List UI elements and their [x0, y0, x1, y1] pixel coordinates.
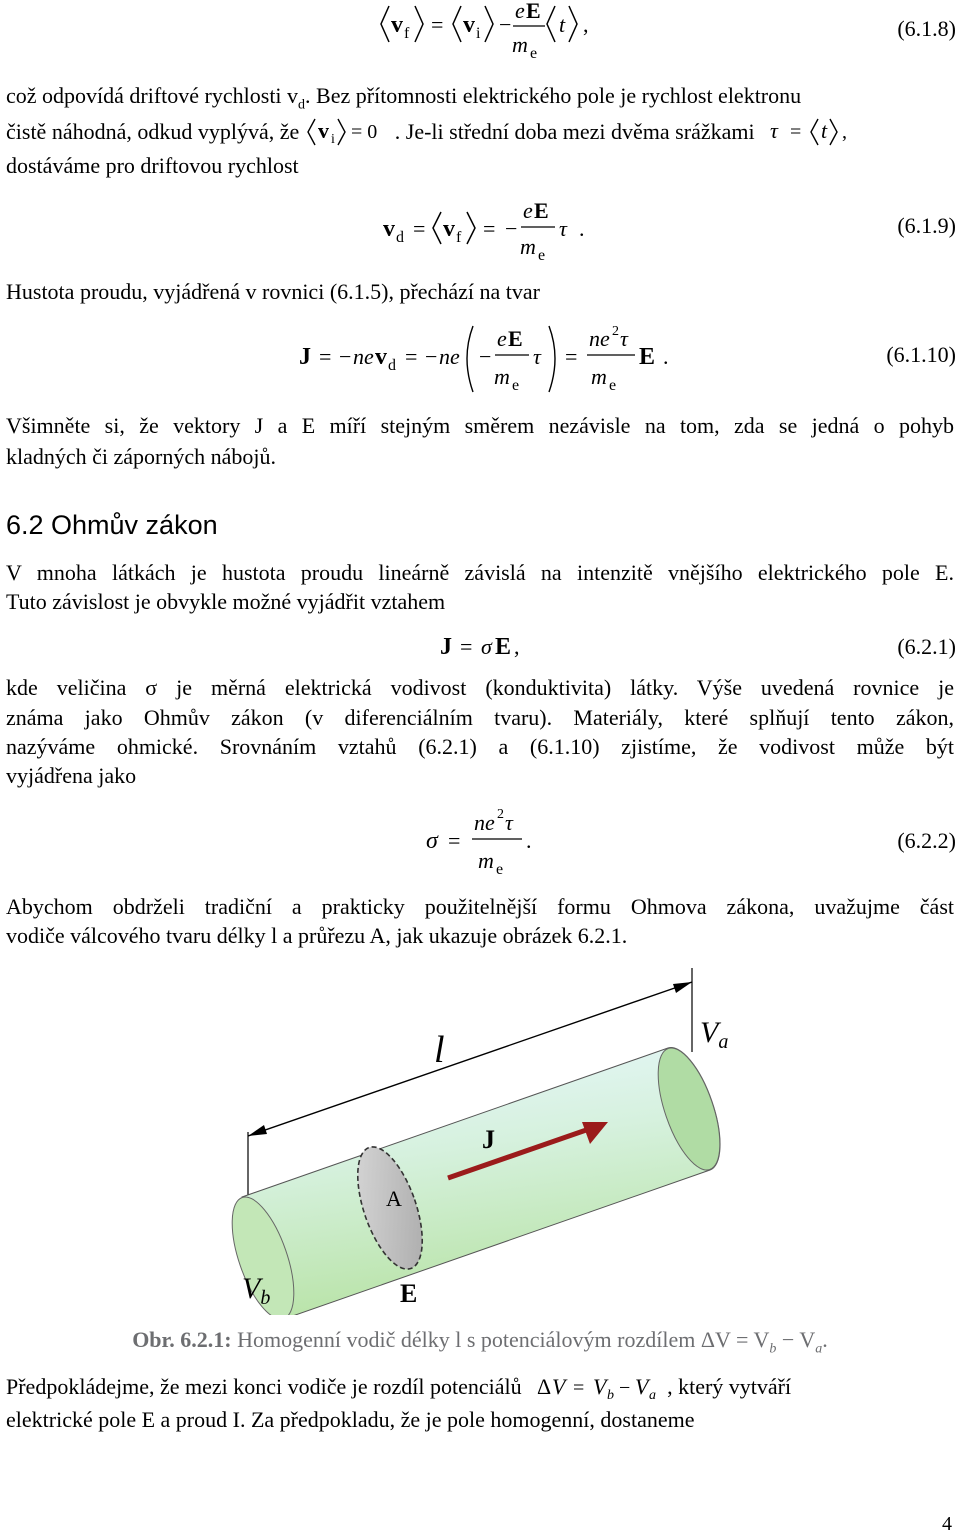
- svg-text:=: =: [460, 634, 473, 659]
- svg-text:f: f: [456, 229, 462, 246]
- label-length: l: [434, 1029, 445, 1071]
- svg-text:E: E: [495, 634, 512, 660]
- text-span: . Bez přítomnosti elektrického pole je rychlost elektronu: [305, 83, 802, 108]
- section-heading: 6.2 Ohmův zákon: [6, 510, 218, 540]
- svg-text:e: e: [538, 247, 546, 264]
- paragraph-line: nazýváme ohmické. Srovnáním vztahů (6.2.1) a (6.1.10) zjistíme, že vodivost může být: [6, 734, 954, 759]
- subscript: d: [298, 97, 306, 113]
- equation-6-1-10-formula: [295, 322, 695, 400]
- paragraph-line: Abychom obdrželi tradiční a prakticky použitelnější formu Ohmova zákona, uvažujme část: [6, 894, 954, 919]
- svg-text:Δ: Δ: [537, 1374, 552, 1399]
- svg-text:v: v: [443, 216, 455, 242]
- cylinder-body: [242, 1047, 720, 1315]
- svg-text:=: =: [431, 12, 444, 37]
- svg-text:e: e: [496, 861, 504, 878]
- equation-6-1-8: [375, 0, 605, 60]
- svg-text:E: E: [526, 0, 541, 23]
- equation-6-2-1-formula: [436, 628, 546, 664]
- svg-text:i: i: [476, 25, 481, 42]
- svg-text:2: 2: [612, 324, 619, 339]
- svg-text:−: −: [619, 1377, 631, 1399]
- inline-formula-delta-v: [527, 1372, 667, 1402]
- svg-text:i: i: [330, 132, 335, 147]
- svg-text:ne: ne: [589, 326, 610, 351]
- svg-text:−: −: [505, 216, 518, 241]
- svg-text:,: ,: [842, 121, 848, 143]
- svg-text:ne: ne: [474, 810, 495, 835]
- text-span: čistě náhodná, odkud vyplývá, že: [6, 119, 300, 144]
- text-span: Předpokládejme, že mezi konci vodiče je rozdíl potenciálů: [6, 1374, 522, 1399]
- equation-6-1-9: [375, 190, 605, 265]
- equation-6-1-9-formula: [375, 190, 605, 265]
- svg-text:τ: τ: [770, 118, 778, 143]
- label-area: A: [386, 1186, 402, 1211]
- svg-text:e: e: [523, 198, 533, 223]
- label-field: E: [400, 1279, 418, 1308]
- svg-text:= 0: = 0: [350, 121, 378, 143]
- svg-text:−: −: [425, 344, 438, 369]
- paragraph-line: Všimněte si, že vektory J a E míří stejným směrem nezávisle na tom, zda se jedná o pohyb: [6, 413, 954, 438]
- equation-6-2-2-formula: [422, 800, 572, 878]
- paragraph-line: [6, 1372, 954, 1402]
- svg-text:=: =: [413, 216, 426, 241]
- svg-text:ne: ne: [439, 344, 460, 369]
- svg-text:m: m: [478, 848, 494, 873]
- svg-text:e: e: [497, 326, 507, 351]
- svg-text:=: =: [565, 344, 578, 369]
- svg-text:m: m: [512, 32, 528, 57]
- equation-6-2-2: [422, 800, 572, 878]
- label-current-density: J: [482, 1125, 495, 1154]
- paragraph-line: vyjádřena jako: [6, 763, 137, 788]
- paragraph-line: V mnoha látkách je hustota proudu lineárně závislá na intenzitě vnějšího elektrického pole E.: [6, 560, 954, 585]
- svg-text:,: ,: [583, 12, 589, 37]
- equation-6-1-8-formula: [375, 0, 605, 60]
- svg-text:v: v: [391, 12, 403, 38]
- caption-text: − V: [776, 1327, 816, 1352]
- svg-text:f: f: [404, 25, 410, 42]
- arrowhead-right: [673, 982, 692, 993]
- svg-text:v: v: [375, 344, 387, 370]
- svg-text:b: b: [607, 1388, 615, 1402]
- svg-text:d: d: [396, 229, 404, 246]
- svg-text:ne: ne: [353, 344, 374, 369]
- paragraph-line: Tuto závislost je obvykle možné vyjádřit vztahem: [6, 589, 446, 614]
- svg-text:τ: τ: [533, 344, 541, 369]
- text-span: . Je-li střední doba mezi dvěma srážkami: [394, 119, 755, 144]
- svg-text:v: v: [383, 216, 395, 242]
- svg-text:J: J: [440, 634, 452, 660]
- caption-text: Homogenní vodič délky l s potenciálovým rozdílem ΔV = V: [231, 1327, 770, 1352]
- svg-text:V: V: [635, 1374, 649, 1399]
- paragraph-line: kladných či záporných nábojů.: [6, 444, 277, 469]
- equation-6-1-10: [295, 322, 695, 400]
- equation-number-6-1-8: (6.1.8): [897, 16, 956, 41]
- figure-caption: [0, 1327, 960, 1357]
- svg-text:V: V: [593, 1374, 607, 1399]
- svg-text:τ: τ: [559, 216, 567, 241]
- svg-text:m: m: [494, 364, 510, 389]
- svg-text:=: =: [405, 344, 418, 369]
- equation-number-6-2-1: (6.2.1): [897, 634, 956, 659]
- caption-text: .: [822, 1327, 828, 1352]
- svg-text:d: d: [388, 357, 396, 374]
- svg-text:V: V: [552, 1374, 566, 1399]
- svg-text:σ: σ: [481, 634, 492, 659]
- paragraph-line: [6, 117, 954, 147]
- svg-text:J: J: [299, 344, 311, 370]
- page-number: 4: [942, 1513, 952, 1535]
- arrowhead-left: [248, 1125, 267, 1136]
- paragraph-line: vodiče válcového tvaru délky l a průřezu A, jak ukazuje obrázek 6.2.1.: [6, 923, 628, 948]
- svg-text:E: E: [508, 326, 523, 351]
- svg-text:τ: τ: [505, 810, 513, 835]
- svg-text:=: =: [448, 828, 461, 853]
- text-span: což odpovídá driftové rychlosti v: [6, 83, 299, 108]
- equation-6-2-1: [436, 628, 546, 664]
- equation-number-6-1-9: (6.1.9): [897, 213, 956, 238]
- svg-text:.: .: [579, 216, 585, 241]
- svg-text:e: e: [515, 0, 525, 23]
- equation-number-6-1-10: (6.1.10): [886, 342, 956, 367]
- paragraph-line: dostáváme pro driftovou rychlost: [6, 153, 299, 178]
- paragraph-line: Hustota proudu, vyjádřená v rovnici (6.1.5), přechází na tvar: [6, 279, 540, 304]
- svg-text:−: −: [339, 344, 352, 369]
- svg-text:e: e: [530, 45, 538, 60]
- svg-text:.: .: [663, 344, 669, 369]
- svg-text:−: −: [499, 12, 512, 37]
- paragraph-line: kde veličina σ je měrná elektrická vodivost (konduktivita) látky. Výše uvedená rovnice je: [6, 675, 954, 700]
- paragraph-line: [6, 82, 954, 119]
- paragraph-line: známa jako Ohmův zákon (v diferenciálním tvaru). Materiály, které splňují tento zákon,: [6, 705, 954, 730]
- svg-text:e: e: [512, 377, 520, 394]
- paragraph-line: elektrické pole E a proud I. Za předpokladu, že je pole homogenní, dostaneme: [6, 1407, 695, 1432]
- equation-number-6-2-2: (6.2.2): [897, 828, 956, 853]
- svg-text:a: a: [649, 1388, 657, 1402]
- svg-text:=: =: [790, 121, 802, 143]
- svg-text:σ: σ: [426, 828, 438, 854]
- svg-text:v: v: [317, 118, 329, 143]
- text-span: , který vytváří: [667, 1374, 792, 1399]
- svg-text:m: m: [520, 234, 536, 259]
- svg-text:t: t: [821, 118, 828, 143]
- svg-text:=: =: [483, 216, 496, 241]
- svg-text:E: E: [534, 198, 549, 223]
- caption-prefix: Obr. 6.2.1:: [132, 1327, 232, 1352]
- svg-text:=: =: [573, 1377, 585, 1399]
- svg-text:E: E: [639, 344, 656, 370]
- svg-text:m: m: [591, 364, 607, 389]
- subscript: b: [769, 1341, 777, 1357]
- svg-text:.: .: [526, 828, 532, 853]
- svg-text:t: t: [559, 12, 566, 37]
- subscript: a: [815, 1341, 823, 1357]
- label-va: $V_a$: [700, 1016, 729, 1053]
- svg-text:v: v: [463, 12, 475, 38]
- svg-text:=: =: [319, 344, 332, 369]
- label-vb: $V_b$: [242, 1272, 271, 1309]
- figure-conductor: [220, 960, 760, 1315]
- inline-formula-tau: [760, 117, 860, 147]
- svg-text:,: ,: [514, 634, 520, 659]
- svg-text:e: e: [609, 377, 617, 394]
- svg-text:τ: τ: [620, 326, 628, 351]
- inline-formula-vi: [305, 117, 395, 147]
- svg-text:−: −: [479, 344, 492, 369]
- svg-text:2: 2: [497, 807, 504, 822]
